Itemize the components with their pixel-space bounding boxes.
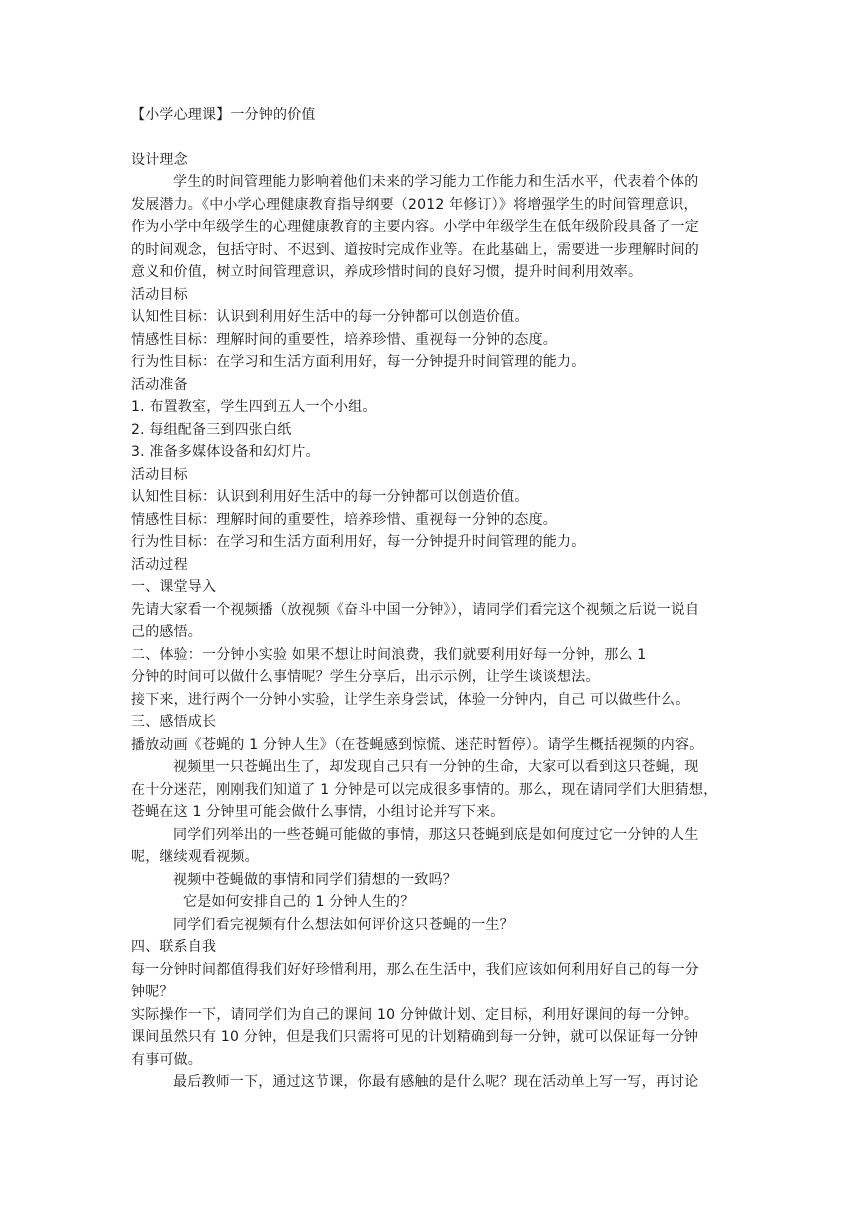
- text-line: 分钟的时间可以做什么事情呢？学生分享后，出示示例，让学生谈谈想法。: [131, 669, 600, 685]
- text-line: 2. 每组配备三到四张白纸: [131, 421, 292, 438]
- text-line: 学生的时间管理能力影响着他们未来的学习能力工作能力和生活水平，代表着个体的: [173, 174, 699, 190]
- text-line: 同学们看完视频有什么想法如何评价这只苍蝇的一生？: [173, 916, 514, 933]
- text-line: 意义和价值，树立时间管理意识，养成珍惜时间的良好习惯，提升时间利用效率。: [131, 264, 643, 280]
- text-line: 认知性目标：认识到利用好生活中的每一分钟都可以创造价值。: [131, 309, 529, 325]
- text-line: 活动过程: [131, 556, 188, 573]
- text-line: 播放动画《苍蝇的 1 分钟人生》（在苍蝇感到惊慌、迷茫时暂停）。请学生概括视频的内容。: [131, 736, 704, 753]
- text-line: 发展潜力。《中小学心理健康教育指导纲要（2012 年修订）》将增强学生的时间管理意识，: [131, 196, 698, 213]
- document-title: 【小学心理课】一分钟的价值: [131, 107, 316, 123]
- text-line: 行为性目标：在学习和生活方面利用好，每一分钟提升时间管理的能力。: [131, 354, 586, 370]
- text-line: 钟呢？: [131, 984, 174, 1000]
- text-line: 行为性目标：在学习和生活方面利用好，每一分钟提升时间管理的能力。: [131, 534, 586, 550]
- text-line: 有事可做。: [131, 1051, 202, 1068]
- text-line: 活动目标: [131, 286, 188, 303]
- text-line: 四、联系自我: [131, 939, 217, 955]
- text-line: 设计理念: [131, 151, 188, 168]
- document-body: [131, 104, 736, 1094]
- text-line: 3. 准备多媒体设备和幻灯片。: [131, 444, 320, 460]
- text-line: 苍蝇在这 1 分钟里可能会做什么事情，小组讨论并写下来。: [131, 804, 505, 820]
- text-line: 的时间观念，包括守时、不迟到、道按时完成作业等。在此基础上，需要进一步理解时间的: [131, 241, 699, 258]
- text-line: 三、感悟成长: [131, 714, 217, 730]
- text-line: 课间虽然只有 10 分钟，但是我们只需将可见的计划精确到每一分钟，就可以保证每一分钟: [131, 1029, 699, 1045]
- text-line: 视频中苍蝇做的事情和同学们猜想的一致吗？: [173, 871, 457, 888]
- text-line: 它是如何安排自己的 1 分钟人生的？: [183, 894, 415, 910]
- text-line: 活动目标: [131, 466, 188, 483]
- text-line: 每一分钟时间都值得我们好好珍惜利用，那么在生活中，我们应该如何利用好自己的每一分: [131, 961, 699, 978]
- text-line: 情感性目标：理解时间的重要性，培养珍惜、重视每一分钟的态度。: [131, 511, 557, 528]
- text-line: 二、体验：一分钟小实验 如果不想让时间浪费，我们就要利用好每一分钟，那么 1: [131, 646, 647, 663]
- text-line: 情感性目标：理解时间的重要性，培养珍惜、重视每一分钟的态度。: [131, 331, 557, 348]
- text-line: 在十分迷茫，刚刚我们知道了 1 分钟是可以完成很多事情的。那么，现在请同学们大胆猜想，: [131, 781, 718, 798]
- text-line: 活动准备: [131, 376, 188, 393]
- text-line: 接下来，进行两个一分钟小实验，让学生亲身尝试，体验一分钟内，自己 可以做些什么。: [131, 691, 690, 708]
- text-line: 一、课堂导入: [131, 579, 217, 595]
- text-line: 先请大家看一个视频播（放视频《奋斗中国一分钟》），请同学们看完这个视频之后说一说自: [131, 601, 700, 618]
- text-line: 实际操作一下，请同学们为自己的课间 10 分钟做计划、定目标，利用好课间的每一分钟。: [131, 1006, 699, 1023]
- text-line: 作为小学中年级学生的心理健康教育的主要内容。小学中年级学生在低年级阶段具备了一定: [131, 219, 699, 235]
- text-line: 最后教师一下，通过这节课，你最有感触的是什么呢？现在活动单上写一写，再讨论: [173, 1074, 699, 1090]
- text-line: 呢，继续观看视频。: [131, 849, 259, 865]
- text-line: 认知性目标：认识到利用好生活中的每一分钟都可以创造价值。: [131, 489, 529, 505]
- text-line: 己的感悟。: [131, 624, 202, 640]
- text-line: 同学们列举出的一些苍蝇可能做的事情，那这只苍蝇到底是如何度过它一分钟的人生: [173, 826, 699, 843]
- text-line: 1. 布置教室，学生四到五人一个小组。: [131, 399, 377, 415]
- text-line: 视频里一只苍蝇出生了，却发现自己只有一分钟的生命，大家可以看到这只苍蝇，现: [173, 759, 699, 775]
